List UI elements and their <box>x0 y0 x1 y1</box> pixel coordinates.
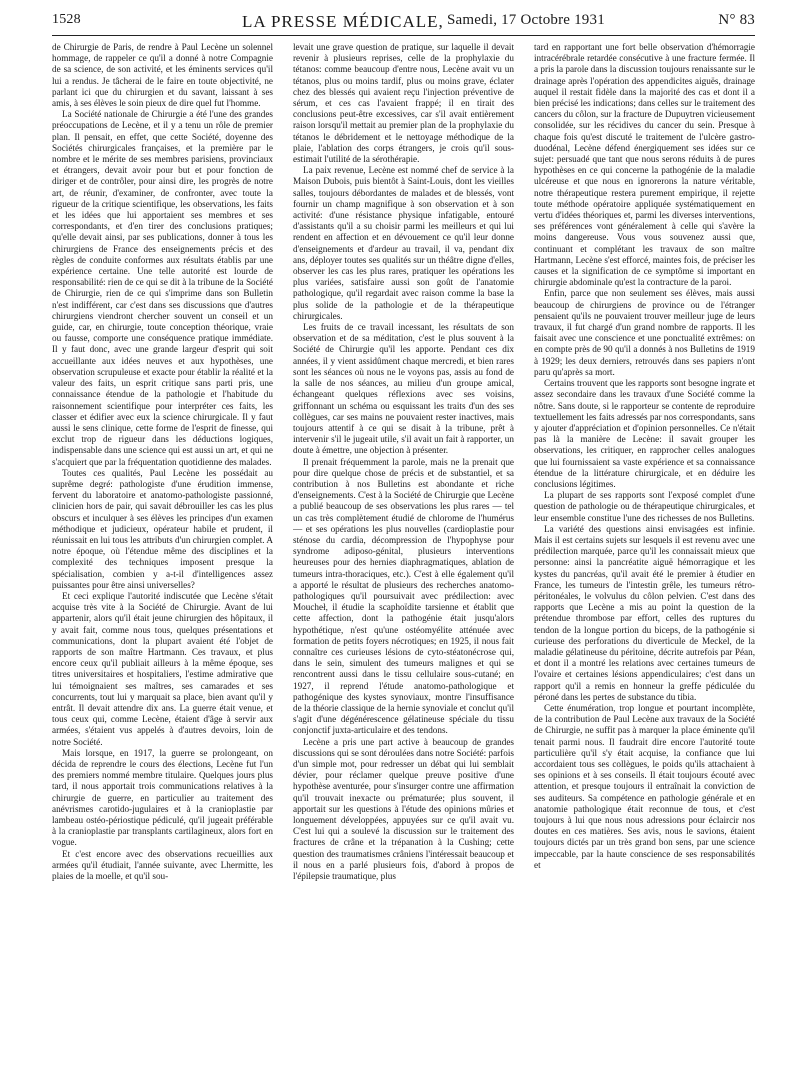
journal-title: LA PRESSE MÉDICALE, <box>242 12 444 31</box>
paragraph: La plupart de ses rapports sont l'exposé complet d'une question de pathologie ou de thérapeutique chirurgicales, et leur ensemble constitue l'une des richesses de nos Bulletins. <box>534 490 755 523</box>
paragraph: levait une grave question de pratique, sur laquelle il devait revenir à plusieurs reprises, celle de la prophylaxie du tétanos: comme beaucoup d'entre nous, Lecène avait vu un tétanos, plus ou moins tardif, plus ou moins grave, éclater chez des blessés qui avaient reçu l'injection préventive de sérum, et ces cas l'avaient frappé; il en tirait des conclusions peut-être excessives, car s'il avait entièrement raison lorsqu'il mettait au premier plan de la prophylaxie du tétanos le débridement et le nettoyage méthodique de la plaie, l'ablation des corps étrangers, je crois qu'il sous-estimait l'utilité de la sérothérapie. <box>293 42 514 165</box>
paragraph: Et c'est encore avec des observations recueillies aux armées qu'il étudiait, l'année suivante, avec Lhermitte, les plaies de la moelle, et qu'il sou- <box>52 848 273 882</box>
text-column-3 <box>534 42 755 1072</box>
page-number: 1528 <box>52 12 81 27</box>
text-column-1 <box>52 42 273 1072</box>
paragraph: Il prenait fréquemment la parole, mais ne la prenait que pour dire quelque chose de précis et de substantiel, et sa contribution à nos Bulletins est abondante et riche d'enseignements. C'est à la Société de Chirurgie que Lecène a publié beaucoup de ses observations les plus rares — tel un cas très complètement étudié de chlorome de l'humérus — et ses opérations les plus nouvelles (cardioplastie pour sténose du cardia, décompression de l'hypophyse pour syndrome adiposo-génital, plusieurs interventions heureuses pour des hernies diaphragmatiques, ablation de tumeurs intra-thoraciques, etc.). C'est à elle également qu'il a apporté le résultat de plusieurs des recherches anatomo-pathologiques qu'il poursuivait avec prédilection: avec Moucheł, il étudie la scaphoïdite tarsienne et établit que cette affection, dont la pathogénie était jusqu'alors hypothétique, n'est qu'une ostéomyélite atténuée avec formation de petits foyers nécrotiques; en 1925, il nous fait connaître ces curieuses lésions de cyto-stéatonécrose qui, dans le sein, simulent des tumeurs malignes et qui se rencontrent aussi dans le tissu cellulaire sous-cutané; en 1927, il reprend l'étude anatomo-pathologique et pathogénique des kystes synoviaux, montre l'insuffisance de la théorie classique de la hernie synoviale et conclut qu'il s'agit d'une dégénérescence gélatineuse spéciale du tissu conjonctif juxta-articulaire et des tendons. <box>293 456 514 736</box>
header-rule <box>52 35 755 36</box>
paragraph: Les fruits de ce travail incessant, les résultats de son observation et de sa méditation, c'est le plus souvent à la Société de Chirurgie qu'il les apporte. Pendant ces dix années, il y vient assidûment chaque mercredi, et bien rares sont les séances où nous ne le voyons pas, assis au fond de la salle de nos séances, au milieu d'un groupe amical, échangeant quelques réflexions avec ses voisins, griffonnant un schéma ou esquissant les traits d'un des ses collègues, car ses mains ne pouvaient rester inactives, mais toujours attentif à ce qui se disait à la tribune, prêt à intervenir s'il le jugeait utile, s'il avait un fait à rapporter, un doute à émettre, une objection à présenter. <box>293 322 514 456</box>
paragraph: Lecène a pris une part active à beaucoup de grandes discussions qui se sont déroulées dans notre Société: parfois d'un simple mot, pour redresser un débat qui lui semblait dévier, pour réclamer quelque preuve positive d'une hypothèse aventurée, pour s'insurger contre une affirmation qu'il trouvait inexacte ou prématurée; plus souvent, il apportait sur les questions à l'étude des opinions mûries et longuement développées, appuyées sur ce qu'il avait vu. C'est lui qui a soulevé la discussion sur le traitement des fractures de crâne et la trépanation à la Cushing; cette question des traumatismes crâniens l'intéressait beaucoup et il nous en a parlé plusieurs fois, d'abord à propos de l'épilepsie traumatique, plus <box>293 736 514 882</box>
issue-date: Samedi, 17 Octobre 1931 <box>447 12 605 28</box>
paragraph: Enfin, parce que non seulement ses élèves, mais aussi beaucoup de chirurgiens de province ou de l'étranger pensaient qu'ils ne pouvaient trouver meilleur juge de leurs travaux, il fut chargé d'un grand nombre de rapports. Il les faisait avec une conscience et une ponctualité extrêmes: on en compte près de 90 qu'il a donnés à nos Bulletins de 1919 à 1929; les deux derniers, retrouvés dans ses papiers n'ont paru qu'après sa mort. <box>534 288 755 377</box>
paragraph: de Chirurgie de Paris, de rendre à Paul Lecène un solennel hommage, de rappeler ce qu'il a donné à notre Compagnie de sa science, de son activité, et les éminents services qu'il lui a rendus. Je tâcherai de le faire en toute objectivité, ne parlant ici que du chirurgien et du savant, laissant à ses amis, à ses élèves le soin pieux de dire quel fut l'homme. <box>52 42 273 109</box>
text-column-2 <box>293 42 514 1072</box>
paragraph: La Société nationale de Chirurgie a été l'une des grandes préoccupations de Lecène, et il y a tenu un rôle de premier plan. Il pensait, en effet, que cette Société, doyenne des Sociétés chirurgicales françaises, et la première par le nombre et le mérite de ses membres parisiens, provinciaux et étrangers, devait avoir pour but et pour fonction de diriger et de contrôler, pour ainsi dire, les progrès de notre art, de réunir, d'examiner, de confronter, avec toute la rigueur de la critique scientifique, les observations, les faits et les idées que lui apportaient ses membres et ses correspondants, et d'en tirer des conclusions pratiques; qu'elle devait ainsi, par ses publications, donner à tous les chirurgiens de France des enseignements précis et des règles de conduite conformes aux résultats établis par une expérience certaine. Une telle autorité est lourde de responsabilité: rien de ce qui se dit à la tribune de la Société de Chirurgie, rien de ce qui s'imprime dans son Bulletin n'est indifférent, car c'est dans ses discussions que d'autres chirurgiens viendront chercher souvent un conseil et un guide, car, en chirurgie, toute conception théorique, vraie ou fausse, comporte une conséquence pratique immédiate. Il y faut donc, avec une grande largeur d'esprit qui soit accueillante aux idées neuves et aux hypothèses, une observation scrupuleuse et exacte pour établir la réalité et la valeur des faits, un esprit critique sans parti pris, une connaissance étendue de la pathologie et l'habitude du raisonnement scientifique pour interpréter ces faits, les classer et édifier avec eux la science chirurgicale. Il y faut aussi le sens clinique, cette forme de l'esprit de finesse, qui exclut trop de rigueur dans les déductions logiques, indispensable dans une science qui est aussi un art, et qui ne s'acquiert que par la fréquentation quotidienne des malades. <box>52 109 273 467</box>
paragraph: Mais lorsque, en 1917, la guerre se prolongeant, on décida de reprendre le cours des élections, Lecène fut l'un des premiers nommé membre titulaire. Quelques jours plus tard, il nous apportait trois communications relatives à la chirurgie de guerre, en particulier au traitement des anévrismes carotido-jugulaires et à la cranioplastie par lambeau ostéo-périostique pédiculé, qu'il jugeait préférable à la cranioplastie par transplants cartilagineux, alors fort en vogue. <box>52 747 273 848</box>
paragraph: tard en rapportant une fort belle observation d'hémorragie intracérébrale retardée consécutive à une fracture fermée. Il a pris la parole dans la discussion toujours renaissante sur le drainage après l'opération des appendicites aiguës, drainage auquel il restait fidèle dans la majorité des cas et dont il a bien précisé les indications; dans celles sur le traitement des cancers du côlon, sur la fracture de Dupuytren vicieusement consolidée, sur les récidives du cancer du sein. Presque à chaque fois qu'est discuté le traitement de l'ulcère gastro-duodénal, Lecène défend énergiquement ses idées sur ce sujet: persuadé que tant que nous serons réduits à de pures hypothèses en ce qui concerne la pathogénie de la maladie ulcéreuse et que nous en ignorerons la nature véritable, notre thérapeutique restera purement empirique, il rejette toute méthode opératoire appliquée systématiquement en vertu d'idées théoriques et, parmi les diverses interventions, ses préférences vont généralement à celle qui s'avère la moins dangereuse. Vous vous souvenez aussi que, continuant et complétant les travaux de son maître Hartmann, Lecène s'est efforcé, maintes fois, de préciser les causes et la signification de ce symptôme si important en chirurgie abdominale qu'est la contracture de la paroi. <box>534 42 755 288</box>
article-body <box>52 42 755 1072</box>
paragraph: Certains trouvent que les rapports sont besogne ingrate et assez secondaire dans les travaux d'une Société comme la nôtre. Sans doute, si le rapporteur se contente de reproduire textuellement les faits adressés par nos correspondants, sans y ajouter d'appréciation et d'opinion personnelles. Ce n'était pas là la manière de Lecène: il savait grouper les observations, les critiquer, en rapprocher celles analogues que lui fournissaient sa vaste expérience et sa connaissance étendue de la littérature chirurgicale, et en déduire les conclusions légitimes. <box>534 378 755 489</box>
paragraph: La paix revenue, Lecène est nommé chef de service à la Maison Dubois, puis bientôt à Saint-Louis, dont les vieilles salles, toujours débordantes de malades et de blessés, vont fournir un champ magnifique à son observation et à son activité: d'une résistance physique infatigable, entouré d'assistants qu'il a su choisir parmi les meilleurs et qui lui rendent en affection et en dévouement ce qu'il leur donne d'enseignements et d'ardeur au travail, il va, pendant dix ans, déployer toutes ses qualités sur un théâtre digne d'elles, observer les cas les plus rares, pratiquer les opérations les plus variées, satisfaire aussi son goût de l'anatomie pathologique, qu'il regardait avec raison comme la base la plus solide de la pathologie et de la thérapeutique chirurgicales. <box>293 165 514 321</box>
paragraph: Toutes ces qualités, Paul Lecène les possédait au suprême degré: pathologiste d'une érudition immense, fervent du laboratoire et anatomo-pathologiste passionné, clinicien hors de pair, qui savait débrouiller les cas les plus obscurs et inculquer à ses élèves les principes d'un examen méthodique et judicieux, opérateur habile et prudent, il réunissait en lui tous les attributs d'un chirurgien complet. A notre époque, où l'étendue même des disciplines et la complexité des techniques imposent presque la spécialisation, combien y a-t-il d'intelligences assez puissantes pour être ainsi universelles? <box>52 467 273 590</box>
page-header <box>52 12 755 34</box>
paragraph: Cette énumération, trop longue et pourtant incomplète, de la contribution de Paul Lecène aux travaux de la Société de Chirurgie, ne suffit pas à marquer la place éminente qu'il tenait parmi nous. Il faudrait dire encore l'autorité toute particulière qu'il s'y était acquise, la confiance que lui accordaient tous ses collègues, le poids qu'ils attachaient à ses opinions et à ses conseils. Il était toujours écouté avec attention, et presque toujours il entraînait la conviction de ses auditeurs. Sa compétence en pathologie générale et en anatomie pathologique était reconnue de tous, et c'est toujours à lui que nous nous adressions pour éclaircir nos doutes en ces matières. Ses avis, nous le savions, étaient toujours dictés par un très grand bon sens, par une science impeccable, par la haute conscience de ses responsabilités et <box>534 702 755 870</box>
paragraph: La variété des questions ainsi envisagées est infinie. Mais il est certains sujets sur lesquels il est revenu avec une prédilection marquée, parce qu'il les connaissait mieux que personne: ainsi la pancréatite aiguë hémorragique et les kystes du pancréas, qu'il avait été le premier à étudier en France, les tumeurs de l'intestin grêle, les tumeurs rétro-péritonéales, le volvulus du côlon pelvien. C'est dans des rapports que Lecène a mis au point la question de la prétendue thrombose par effort, celles des ruptures du tendon de la longue portion du biceps, de la pathogénie si curieuse des perforations du diverticule de Meckel, de la maladie gélatineuse du péritoine, décrite autrefois par Péan, et dont il a montré les relations avec certaines tumeurs de l'ovaire et certaines lésions appendiculaires; c'est dans un rapport qu'il a remis en honneur la greffe pédiculée du péroné dans les pertes de substance du tibia. <box>534 523 755 702</box>
issue-number: N° 83 <box>718 12 755 28</box>
paragraph: Et ceci explique l'autorité indiscutée que Lecène s'était acquise très vite à la Société de Chirurgie. Avant de lui appartenir, alors qu'il était jeune chirurgien des hôpitaux, il y avait fait, comme nous tous, quelques présentations et communications, dont la plupart avaient été l'objet de rapports de son maître Hartmann. Ces travaux, et plus encore ceux qu'il publiait ailleurs à la même époque, ses titres universitaires et hospitaliers, l'estime admirative que lui témoignaient ses maîtres, ses camarades et ses concurrents, tout lui y marquait sa place, bien avant qu'il y entrât. Il devait attendre dix ans. La guerre était venue, et tous ceux qui, comme Lecène, étaient d'âge à servir aux armées, s'étaient vus appelés à d'autres devoirs, loin de notre Société. <box>52 590 273 747</box>
